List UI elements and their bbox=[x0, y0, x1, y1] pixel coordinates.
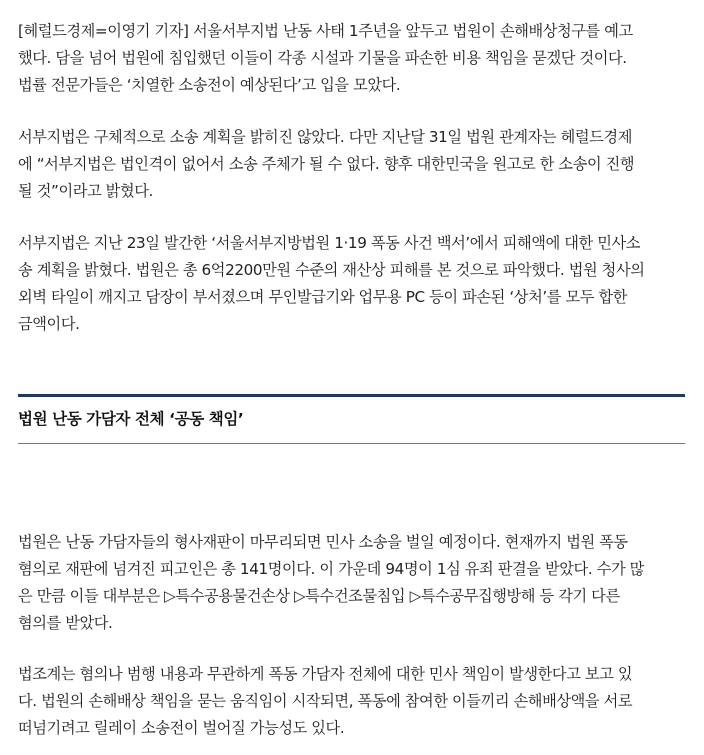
text-line: 했다. 담을 넘어 법원에 침입했던 이들이 각종 시설과 기물을 파손한 비용 책임을 묻겠단 것이다. bbox=[18, 49, 627, 67]
text-line: 될 것”이라고 밝혔다. bbox=[18, 182, 153, 200]
text-line: 서부지법은 구체적으로 소송 계획을 밝히진 않았다. 다만 지난달 31일 법원 관계자는 헤럴드경제 bbox=[18, 128, 632, 146]
text-line: 송 계획을 밝혔다. 법원은 총 6억2200만원 수준의 재산상 피해를 본 것으로 파악했다. 법원 청사의 bbox=[18, 261, 645, 279]
text-line: 외벽 타일이 깨지고 담장이 부서졌으며 무인발급기와 업무용 PC 등이 파손된 ‘상처’를 모두 합한 bbox=[18, 288, 627, 306]
text-line: 떠넘기려고 릴레이 소송전이 벌어질 가능성도 있다. bbox=[18, 719, 345, 737]
subheading-top-rule bbox=[18, 394, 685, 397]
text-line: 에 “서부지법은 법인격이 없어서 소송 주체가 될 수 없다. 향후 대한민국을 원고로 한 소송이 진행 bbox=[18, 155, 635, 173]
text-line: 다. 법원의 손해배상 책임을 묻는 움직임이 시작되면, 폭동에 참여한 이들끼리 손해배상액을 서로 bbox=[18, 692, 633, 710]
paragraph-damage-report bbox=[18, 230, 686, 338]
text-line: 서부지법은 지난 23일 발간한 ‘서울서부지방법원 1·19 폭동 사건 백서’에서 피해액에 대한 민사소 bbox=[18, 234, 641, 252]
paragraph-court-statement bbox=[18, 124, 686, 205]
text-line: 금액이다. bbox=[18, 315, 80, 333]
paragraph-intro bbox=[18, 18, 686, 99]
text-line: 법원은 난동 가담자들의 형사재판이 마무리되면 민사 소송을 벌일 예정이다. 현재까지 법원 폭동 bbox=[18, 533, 628, 551]
subheading-bottom-rule bbox=[18, 443, 685, 444]
text-line: 은 만큼 이들 대부분은 ▷특수공용물건손상 ▷특수건조물침입 ▷특수공무집행방해 등 각기 다른 bbox=[18, 587, 620, 605]
paragraph-legal-view bbox=[18, 661, 686, 742]
subheading: 법원 난동 가담자 전체 ‘공동 책임’ bbox=[18, 410, 244, 428]
text-line: 법률 전문가들은 ‘치열한 소송전이 예상된다’고 입을 모았다. bbox=[18, 76, 401, 94]
text-line: 혐의를 받았다. bbox=[18, 614, 113, 632]
text-line: 혐의로 재판에 넘겨진 피고인은 총 141명이다. 이 가운데 94명이 1심 유죄 판결을 받았다. 수가 많 bbox=[18, 560, 644, 578]
text-line: [헤럴드경제=이영기 기자] 서울서부지법 난동 사태 1주년을 앞두고 법원이 손해배상청구를 예고 bbox=[18, 22, 633, 40]
text-line: 법조계는 혐의나 범행 내용과 무관하게 폭동 가담자 전체에 대한 민사 책임이 발생한다고 보고 있 bbox=[18, 665, 633, 683]
paragraph-trials bbox=[18, 529, 686, 637]
